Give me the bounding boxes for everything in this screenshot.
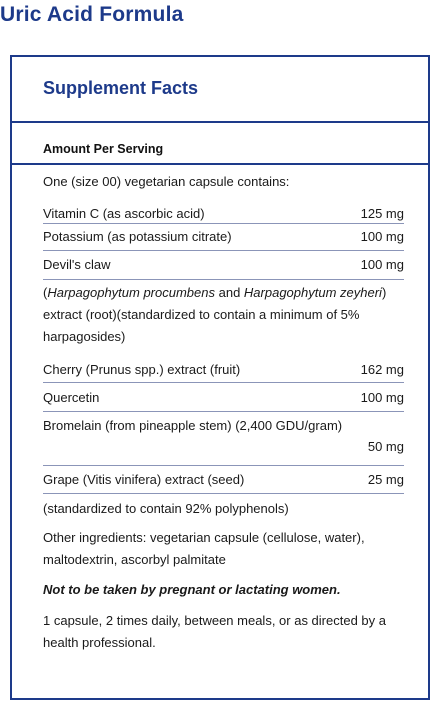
amount-per-serving-label: Amount Per Serving: [12, 123, 428, 165]
ingredient-amount: 50 mg: [367, 439, 404, 454]
ingredient-name: Cherry (Prunus spp.) extract (fruit): [43, 362, 241, 377]
page-title: Uric Acid Formula: [0, 3, 184, 26]
facts-title: Supplement Facts: [43, 78, 199, 98]
warning-text-content: Not to be taken by pregnant or lactating women.: [43, 582, 341, 597]
ingredient-name: Potassium (as potassium citrate): [43, 229, 232, 244]
grape-note: (standardized to contain 92% polyphenols): [43, 501, 289, 516]
devils-claw-note-text: ) extract (root)(standardized to contain a minimum of 5% harpagosides): [43, 285, 387, 344]
ingredient-row: [43, 196, 404, 224]
serving-intro: [43, 165, 404, 196]
ingredient-row: [43, 224, 404, 251]
ingredient-name: Devil's claw: [43, 257, 111, 272]
ingredient-row: [43, 466, 404, 494]
ingredient-row: [43, 251, 404, 280]
ingredient-row: [43, 354, 404, 383]
facts-header: [12, 57, 428, 123]
ingredient-amount: 100 mg: [360, 390, 404, 405]
species-name: Harpagophytum zeyheri: [243, 285, 382, 300]
warning-text: [43, 577, 404, 610]
ingredient-name: Vitamin C (as ascorbic acid): [43, 206, 205, 221]
serving-intro-text: One (size 00) vegetarian capsule contains:: [43, 174, 290, 189]
ingredient-amount: 100 mg: [360, 257, 404, 272]
ingredient-amount: 162 mg: [360, 362, 404, 377]
ingredient-amount: 125 mg: [360, 206, 404, 221]
ingredient-row: [43, 412, 404, 466]
supplement-facts-panel: [10, 55, 430, 700]
ingredient-row: [43, 383, 404, 412]
species-name: Harpagophytum procumbens: [47, 285, 215, 300]
species-connector: and: [215, 285, 244, 300]
ingredient-amount: 25 mg: [367, 472, 404, 487]
other-ingredients: Other ingredients: vegetarian capsule (cellulose, water), maltodextrin, ascorbyl palmitate: [43, 530, 365, 567]
ingredient-name: Grape (Vitis vinifera) extract (seed): [43, 472, 245, 487]
devils-claw-note: (Harpagophytum procumbens and Harpagophytum zeyheri) extract (root)(standardized to contain a minimum of 5% harpagosides): [43, 285, 387, 344]
ingredient-amount: 100 mg: [360, 229, 404, 244]
facts-body: [12, 165, 428, 654]
ingredient-name: Quercetin: [43, 390, 100, 405]
directions: 1 capsule, 2 times daily, between meals, or as directed by a health professional.: [43, 613, 386, 650]
ingredient-name: Bromelain (from pineapple stem) (2,400 GDU/gram): [43, 418, 343, 433]
